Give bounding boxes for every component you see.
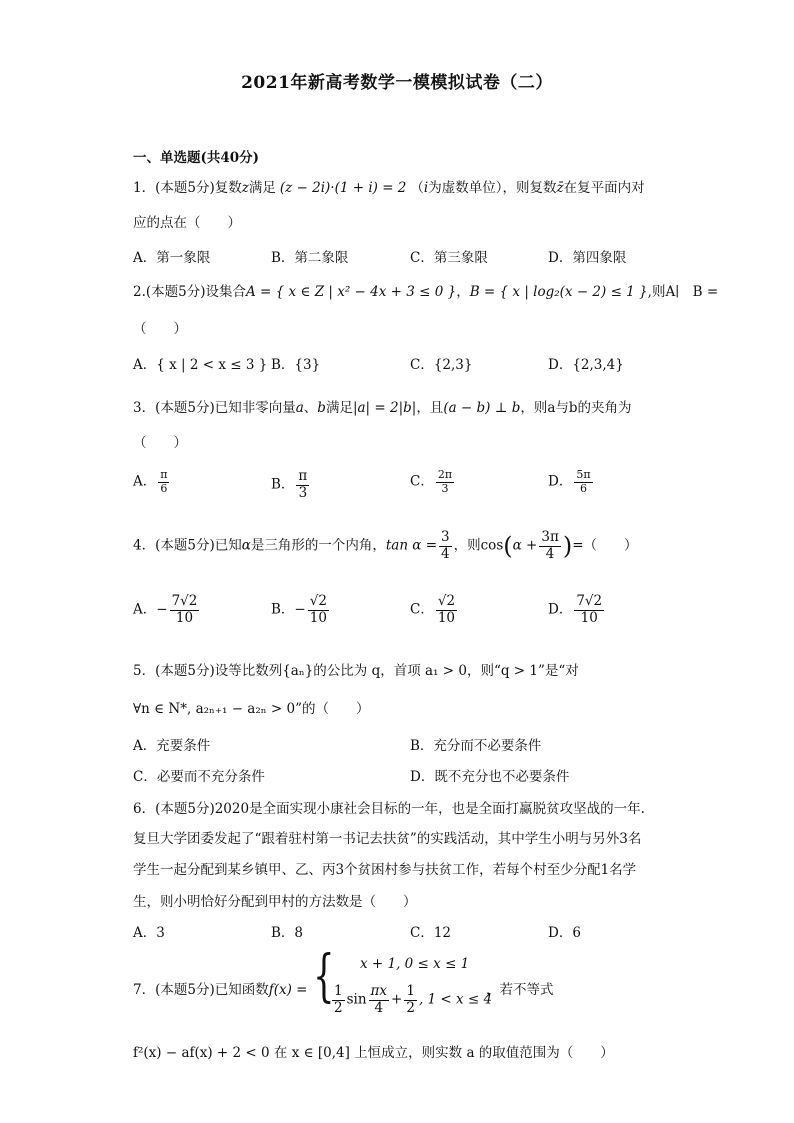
piecewise-case-2: $\frac{1}{2}$ sin $\frac{\pi x}{4}$ + $\frac{1}{2}$ , 1 < x ≤ 4: [334, 983, 493, 1016]
fraction: $\frac{√2}{10}$: [309, 593, 327, 626]
question-2-line-2: （ ）: [133, 321, 187, 337]
q2-option-c: C．{2,3}: [410, 357, 473, 373]
q4-option-c: C． $\frac{√2}{10}$: [410, 593, 456, 626]
fraction: $\frac{√2}{10}$: [437, 593, 456, 626]
fraction: $\frac{1}{2}$: [334, 983, 343, 1016]
q2-option-b: B．{3}: [271, 357, 321, 373]
q1-option-d: D．第四象限: [548, 250, 627, 266]
q4-option-d: D． $\frac{7√2}{10}$: [548, 593, 603, 626]
q4-option-b: B．− $\frac{√2}{10}$: [271, 593, 327, 626]
question-6-line-1: 6．(本题5分)2020是全面实现小康社会目标的一年，也是全面打赢脱贫攻坚战的一年.: [133, 801, 645, 817]
question-3-line-2: （ ）: [133, 435, 187, 451]
q5-option-d: D．既不充分也不必要条件: [410, 769, 570, 785]
question-7-line-1: 7．(本题5分)已知函数f(x) =: [133, 982, 308, 998]
piecewise-brace: {: [313, 944, 335, 1009]
q2-option-d: D．{2,3,4}: [548, 357, 624, 373]
q3-option-a: A． $\frac{\pi}{6}$: [133, 468, 168, 495]
question-1-line-2: 应的点在（ ）: [133, 215, 241, 231]
fraction: $\frac{2\pi}{3}$: [437, 468, 453, 495]
q6-option-a: A．3: [133, 925, 165, 941]
q6-option-c: C．12: [410, 925, 452, 941]
question-6-line-4: 生，则小明恰好分配到甲村的方法数是（ ）: [133, 894, 417, 910]
q1-option-c: C．第三象限: [410, 250, 488, 266]
q5-option-b: B．充分而不必要条件: [410, 738, 542, 754]
q3-option-c: C． $\frac{2\pi}{3}$: [410, 468, 453, 495]
question-3-line-1: 3．(本题5分)已知非零向量a、b满足|a| = 2|b|，且(a − b) ⊥ b，则a与b的夹角为: [133, 400, 632, 416]
question-4-line-1: 4．(本题5分)已知α是三角形的一个内角，tan α = $\frac{3}{4}$ ，则cos(α + $\frac{3\pi}{4}$ )=（ ）: [133, 529, 638, 562]
q1-option-b: B．第二象限: [271, 250, 349, 266]
q3-option-d: D． $\frac{5\pi}{6}$: [548, 468, 591, 495]
fraction: $\frac{3}{4}$: [441, 529, 450, 562]
section-title: 一、单选题(共40分): [133, 150, 260, 166]
fraction: $\frac{\pi}{3}$: [298, 468, 308, 501]
fraction: $\frac{1}{2}$: [406, 983, 415, 1016]
fraction: $\frac{5\pi}{6}$: [576, 468, 591, 495]
question-6-line-2: 复旦大学团委发起了“跟着驻村第一书记去扶贫”的实践活动，其中学生小明与另外3名: [133, 831, 642, 847]
question-7-line-3: f²(x) − af(x) + 2 < 0 在 x ∈ [0,4] 上恒成立，则实数 a 的取值范围为（ ）: [133, 1045, 614, 1061]
piecewise-case-1: x + 1, 0 ≤ x ≤ 1: [360, 956, 470, 972]
page-title: 2021年新高考数学一模模拟试卷（二）: [241, 73, 553, 93]
q3-option-b: B． $\frac{\pi}{3}$: [271, 468, 308, 501]
question-6-line-3: 学生一起分配到某乡镇甲、乙、丙3个贫困村参与扶贫工作，若每个村至少分配1名学: [133, 862, 637, 878]
question-1-line-1: 1．(本题5分)复数z满足 (z − 2i)·(1 + i) = 2 （i为虚数单位），则复数z̄在复平面内对: [133, 180, 645, 196]
question-5-line-2: ∀n ∈ N*, a₂ₙ₊₁ − a₂ₙ > 0”的（ ）: [133, 701, 370, 717]
fraction: $\frac{7√2}{10}$: [576, 593, 603, 626]
q5-option-a: A．充要条件: [133, 738, 211, 754]
fraction: $\frac{3\pi}{4}$: [541, 529, 559, 562]
question-5-line-1: 5．(本题5分)设等比数列{aₙ}的公比为 q，首项 a₁ > 0，则“q > 1”是“对: [133, 663, 579, 679]
q1-option-a: A．第一象限: [133, 250, 211, 266]
q6-option-b: B．8: [271, 925, 304, 941]
q5-option-c: C．必要而不充分条件: [133, 769, 265, 785]
fraction: $\frac{7√2}{10}$: [171, 593, 198, 626]
question-7-line-1-end: ，若不等式: [486, 982, 554, 998]
q2-option-a: A．{ x | 2 < x ≤ 3 }: [133, 357, 268, 373]
fraction: $\frac{\pi x}{4}$: [370, 983, 388, 1016]
q6-option-d: D．6: [548, 925, 581, 941]
question-2-line-1: 2.(本题5分)设集合A = { x ∈ Z | x² − 4x + 3 ≤ 0 }，B = { x | log₂(x − 2) ≤ 1 },则A∣ B =: [133, 284, 719, 300]
fraction: $\frac{\pi}{6}$: [160, 468, 168, 495]
q4-option-a: A．− $\frac{7√2}{10}$: [133, 593, 198, 626]
